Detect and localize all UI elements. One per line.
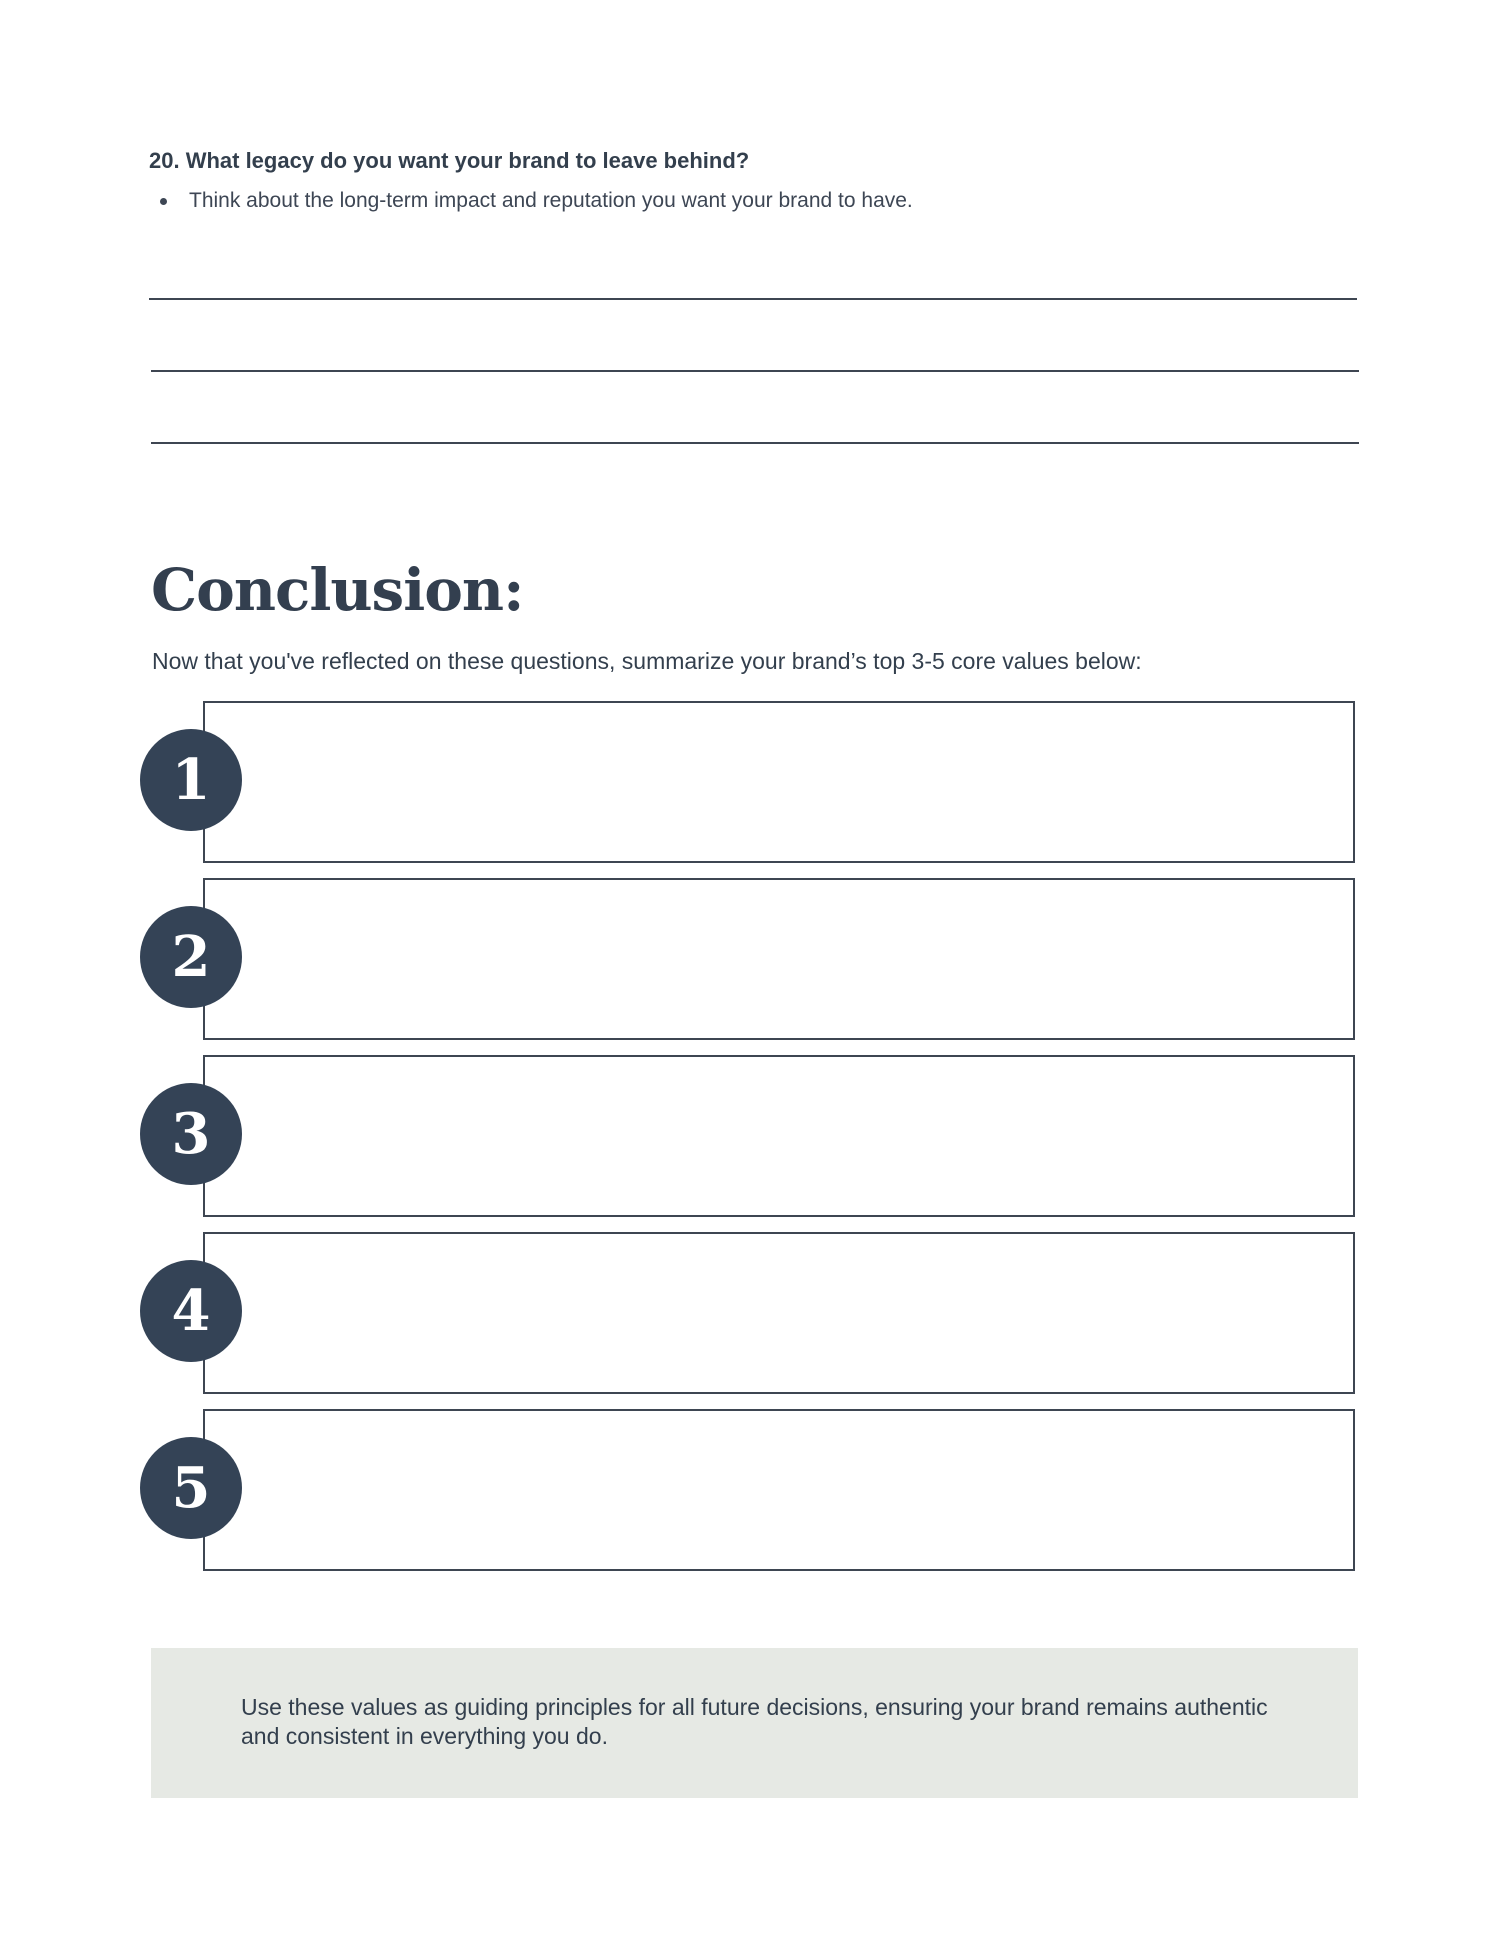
core-value-box-3[interactable] xyxy=(203,1055,1355,1217)
core-value-box-2[interactable] xyxy=(203,878,1355,1040)
core-value-row-1 xyxy=(140,701,1358,865)
core-value-box-5[interactable] xyxy=(203,1409,1355,1571)
number-badge-4: 4 xyxy=(140,1260,242,1362)
answer-line-2[interactable] xyxy=(151,370,1359,372)
callout-text: Use these values as guiding principles for all future decisions, ensuring your brand remains authentic and consistent in everything you do. xyxy=(241,1694,1268,1749)
number-badge-5: 5 xyxy=(140,1437,242,1539)
question-heading: 20. What legacy do you want your brand to leave behind? xyxy=(149,148,750,173)
core-value-row-3 xyxy=(140,1055,1358,1219)
question-hint-text: Think about the long-term impact and reputation you want your brand to have. xyxy=(189,189,913,212)
bullet-icon xyxy=(160,198,167,205)
callout-box xyxy=(151,1648,1358,1798)
core-value-box-1[interactable] xyxy=(203,701,1355,863)
number-badge-3: 3 xyxy=(140,1083,242,1185)
question-hint xyxy=(150,189,913,213)
core-value-row-5 xyxy=(140,1409,1358,1573)
conclusion-intro: Now that you've reflected on these questions, summarize your brand’s top 3-5 core values below: xyxy=(152,648,1142,674)
number-badge-1: 1 xyxy=(140,729,242,831)
core-value-row-4 xyxy=(140,1232,1358,1396)
core-value-box-4[interactable] xyxy=(203,1232,1355,1394)
answer-line-3[interactable] xyxy=(151,442,1359,444)
answer-line-1[interactable] xyxy=(149,298,1357,300)
core-value-row-2 xyxy=(140,878,1358,1042)
conclusion-title: Conclusion: xyxy=(151,556,524,624)
number-badge-2: 2 xyxy=(140,906,242,1008)
